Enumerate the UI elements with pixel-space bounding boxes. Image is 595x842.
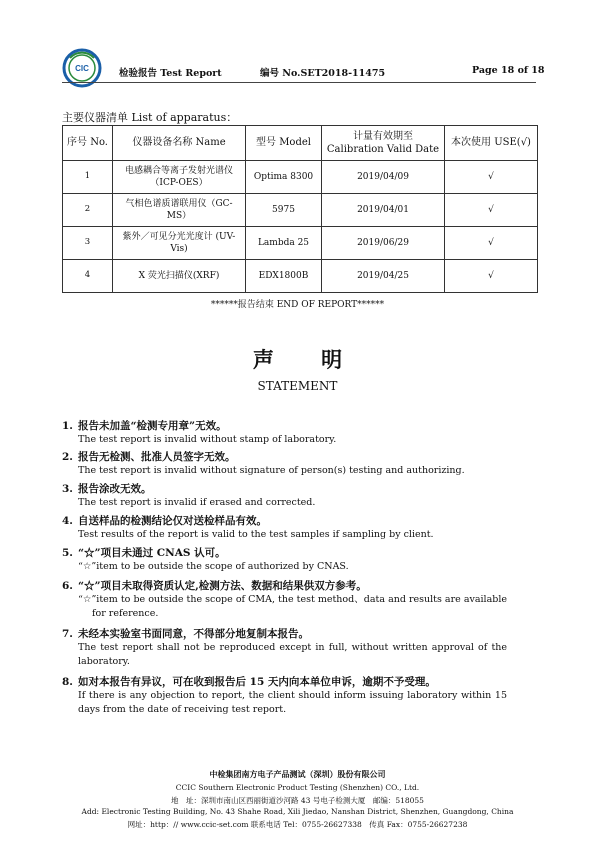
footer-address-cn: 地 址：深圳市南山区西丽街道沙河路 43 号电子检测大厦 邮编：518055 bbox=[171, 796, 424, 805]
item-number: 5. bbox=[62, 547, 73, 559]
cell-model: Lambda 25 bbox=[246, 227, 322, 260]
col-use-header: 本次使用 USE(√) bbox=[445, 126, 538, 161]
item-cn: “☆”项目未取得资质认定,检测方法、数据和结果供双方参考。 bbox=[78, 580, 367, 592]
col-model-header: 型号 Model bbox=[246, 126, 322, 161]
item-number: 8. bbox=[62, 676, 73, 688]
table-row bbox=[63, 260, 538, 293]
cell-no: 2 bbox=[63, 194, 113, 227]
item-en: Test results of the report is valid to the test samples if sampling by client. bbox=[78, 529, 434, 540]
statement-item bbox=[62, 545, 507, 574]
cell-no: 3 bbox=[63, 227, 113, 260]
cell-model: 5975 bbox=[246, 194, 322, 227]
item-number: 4. bbox=[62, 515, 73, 527]
col-date-header: 计量有效期至 Calibration Valid Date bbox=[322, 126, 445, 161]
cell-use: √ bbox=[445, 194, 538, 227]
statement-item bbox=[62, 578, 507, 621]
cell-model: Optima 8300 bbox=[246, 161, 322, 194]
table-row bbox=[63, 194, 538, 227]
cell-name: 电感耦合等离子发射光谱仪（ICP-OES） bbox=[113, 161, 246, 194]
item-en: The test report is invalid without signature of person(s) testing and authorizing. bbox=[78, 465, 465, 476]
item-cn: “☆”项目未通过 CNAS 认可。 bbox=[78, 547, 226, 559]
item-en: The test report is invalid if erased and corrected. bbox=[78, 497, 316, 508]
item-number: 6. bbox=[62, 580, 73, 592]
table-row bbox=[63, 227, 538, 260]
cell-use: √ bbox=[445, 227, 538, 260]
item-cn: 如对本报告有异议，可在收到报告后 15 天内向本单位申诉，逾期不予受理。 bbox=[78, 676, 436, 688]
footer-company-en: CCIC Southern Electronic Product Testing (Shenzhen) CO., Ltd. bbox=[175, 783, 420, 792]
cell-date: 2019/04/25 bbox=[322, 260, 445, 293]
apparatus-table bbox=[62, 125, 538, 293]
statement-item bbox=[62, 626, 507, 669]
cell-name: 紫外／可见分光光度计 (UV-Vis) bbox=[113, 227, 246, 260]
item-en: “☆”item to be outside the scope of CMA, the test method、data and results are available for reference. bbox=[78, 594, 507, 619]
cell-no: 1 bbox=[63, 161, 113, 194]
item-en: The test report is invalid without stamp of laboratory. bbox=[78, 434, 337, 445]
cell-name: 气相色谱质谱联用仪（GC-MS） bbox=[113, 194, 246, 227]
page-number: Page 18 of 18 bbox=[472, 65, 545, 76]
item-number: 3. bbox=[62, 483, 73, 495]
cell-use: √ bbox=[445, 260, 538, 293]
report-number: 编号 No.SET2018-11475 bbox=[260, 68, 386, 79]
report-title: 检验报告 Test Report bbox=[119, 68, 222, 79]
item-en: If there is any objection to report, the client should inform issuing laboratory within 15 days from the date of receiving test report. bbox=[78, 690, 507, 715]
statement-item bbox=[62, 418, 507, 447]
cell-model: EDX1800B bbox=[246, 260, 322, 293]
item-cn: 自送样品的检测结论仅对送检样品有效。 bbox=[78, 515, 267, 527]
table-header-row bbox=[63, 126, 538, 161]
item-en: The test report shall not be reproduced except in full, without written approval of the laboratory. bbox=[78, 642, 507, 667]
footer-contact: 网址：http：// www.ccic-set.com 联系电话 Tel：0755-26627338 传真 Fax：0755-26627238 bbox=[127, 820, 468, 829]
svg-text:CIC: CIC bbox=[75, 64, 89, 73]
cell-no: 4 bbox=[63, 260, 113, 293]
statement-item bbox=[62, 481, 507, 510]
col-no-header: 序号 No. bbox=[63, 126, 113, 161]
item-cn: 未经本实验室书面同意，不得部分地复制本报告。 bbox=[78, 628, 309, 640]
cell-use: √ bbox=[445, 161, 538, 194]
item-cn: 报告涂改无效。 bbox=[78, 483, 152, 495]
item-cn: 报告未加盖“检测专用章”无效。 bbox=[78, 420, 227, 432]
table-row bbox=[63, 161, 538, 194]
cell-name: X 荧光扫描仪(XRF) bbox=[113, 260, 246, 293]
cell-date: 2019/04/01 bbox=[322, 194, 445, 227]
item-en: “☆”item to be outside the scope of authorized by CNAS. bbox=[78, 561, 349, 572]
apparatus-title: 主要仪器清单 List of apparatus： bbox=[62, 111, 238, 124]
statement-item bbox=[62, 674, 507, 717]
statement-item bbox=[62, 449, 507, 478]
end-of-report: ******报告结束 END OF REPORT****** bbox=[210, 300, 385, 310]
cell-date: 2019/06/29 bbox=[322, 227, 445, 260]
header-divider bbox=[62, 82, 536, 83]
statement-item bbox=[62, 513, 507, 542]
cell-date: 2019/04/09 bbox=[322, 161, 445, 194]
statement-title: 声 明 bbox=[252, 347, 363, 372]
statement-title-en: STATEMENT bbox=[257, 379, 338, 393]
footer-company-cn: 中检集团南方电子产品测试（深圳）股份有限公司 bbox=[209, 769, 386, 779]
item-number: 7. bbox=[62, 628, 73, 640]
item-cn: 报告无检测、批准人员签字无效。 bbox=[78, 451, 236, 463]
footer-address-en: Add: Electronic Testing Building, No. 43 Shahe Road, Xili Jiedao, Nanshan District, Shenzhen, Guangdong, China bbox=[81, 807, 514, 816]
col-name-header: 仪器设备名称 Name bbox=[113, 126, 246, 161]
item-number: 2. bbox=[62, 451, 73, 463]
item-number: 1. bbox=[62, 420, 73, 432]
